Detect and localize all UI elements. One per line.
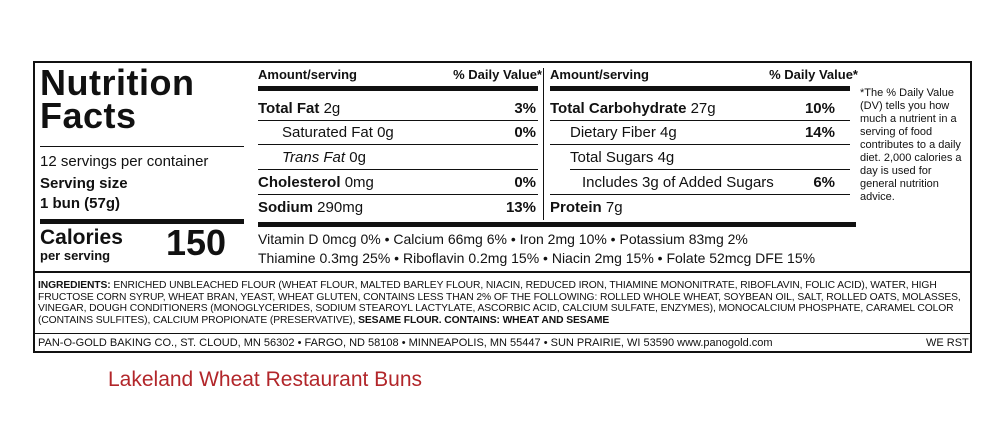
row-divider <box>258 194 538 195</box>
left-header-rule <box>258 86 538 91</box>
title-line-2: Facts <box>40 95 137 136</box>
serving-size-label: Serving size <box>40 175 128 192</box>
panel-title <box>40 62 195 136</box>
vitamins-line-2: Thiamine 0.3mg 25% • Riboflavin 0.2mg 15% • Niacin 2mg 15% • Folate 52mcg DFE 15% <box>258 250 816 266</box>
ingredients-divider <box>33 333 972 334</box>
dv-total-fat: 3% <box>514 100 536 117</box>
title-divider <box>40 146 244 147</box>
dv-cholesterol: 0% <box>514 174 536 191</box>
row-divider <box>550 120 850 121</box>
dv-sodium: 13% <box>505 199 536 216</box>
left-header-dv: % Daily Value* <box>453 67 542 82</box>
ingredients-text <box>38 280 968 326</box>
row-trans-fat: Trans Fat 0g <box>282 149 366 166</box>
row-total-sugars: Total Sugars 4g <box>570 149 675 166</box>
dv-dietary-fiber: 14% <box>804 124 835 141</box>
row-divider <box>258 169 538 170</box>
product-caption: Lakeland Wheat Restaurant Buns <box>108 368 423 391</box>
dv-total-carbohydrate: 10% <box>804 100 835 117</box>
ingredients-allergens: SESAME FLOUR. CONTAINS: WHEAT AND SESAME <box>358 314 610 326</box>
calories-value: 150 <box>166 222 227 263</box>
column-divider <box>543 68 544 220</box>
calories-sub: per serving <box>40 248 111 263</box>
product-code: WE RST <box>926 337 969 349</box>
row-protein: Protein 7g <box>550 199 623 216</box>
row-total-carbohydrate: Total Carbohydrate 27g <box>550 100 716 117</box>
vitamins-rule <box>258 222 856 227</box>
row-divider <box>550 144 850 145</box>
right-header-amount: Amount/serving <box>550 67 649 82</box>
row-divider <box>570 169 850 170</box>
right-header-rule <box>550 86 850 91</box>
servings-per-container: 12 servings per container <box>40 153 209 170</box>
row-divider <box>550 194 850 195</box>
dv-added-sugars: 6% <box>813 174 835 191</box>
row-divider <box>258 120 538 121</box>
ingredients-body: ENRICHED UNBLEACHED FLOUR (WHEAT FLOUR, MALTED BARLEY FLOUR, NIACIN, REDUCED IRON, THIAMINE MONONITRATE, RIBOFLAVIN, FOLIC ACID), WATER, HIGH FRUCTOSE CORN SYRUP, WHEAT BRAN, YEAST, WHEAT GLUTEN, CONTAINS LESS THAN 2% OF THE FOLLOWING: ROLLED WHOLE WHEAT, SOYBEAN OIL, SALT, ROLLED OATS, MOLASSES, VINEGAR, DOUGH CONDITIONERS (MONOGLYCERIDES, SODIUM STEAROYL LACTYLATE, ASCORBIC ACID, CALCIUM SULFATE, ENZYMES), MONOCALCIUM PHOSPHATE, CARAMEL COLOR (CONTAINS SULFITES), CALCIUM PROPIONATE (PRESERVATIVE), <box>38 280 961 326</box>
vitamins-line-1: Vitamin D 0mcg 0% • Calcium 66mg 6% • Iron 2mg 10% • Potassium 83mg 2% <box>258 231 748 247</box>
dv-saturated-fat: 0% <box>514 124 536 141</box>
serving-size-value: 1 bun (57g) <box>40 195 121 212</box>
daily-value-footnote: *The % Daily Value (DV) tells you how much a nutrient in a serving of food contributes to a daily diet. 2,000 calories a day is used for general nutrition advice. <box>860 87 962 203</box>
row-dietary-fiber: Dietary Fiber 4g <box>570 124 677 141</box>
row-saturated-fat: Saturated Fat 0g <box>282 124 394 141</box>
calories-label: Calories <box>40 226 123 249</box>
ingredients-label: INGREDIENTS: <box>38 280 111 291</box>
left-header-amount: Amount/serving <box>258 67 357 82</box>
title-line-1: Nutrition <box>40 62 195 103</box>
row-added-sugars: Includes 3g of Added Sugars <box>582 174 774 191</box>
right-header-dv: % Daily Value* <box>769 67 858 82</box>
row-cholesterol: Cholesterol 0mg <box>258 174 374 191</box>
row-total-fat: Total Fat 2g <box>258 100 341 117</box>
manufacturer-address: PAN-O-GOLD BAKING CO., ST. CLOUD, MN 56302 • FARGO, ND 58108 • MINNEAPOLIS, MN 55447 • SUN PRAIRIE, WI 53590 www.panogold.com <box>38 337 773 349</box>
row-divider <box>258 144 538 145</box>
row-sodium: Sodium 290mg <box>258 199 364 216</box>
